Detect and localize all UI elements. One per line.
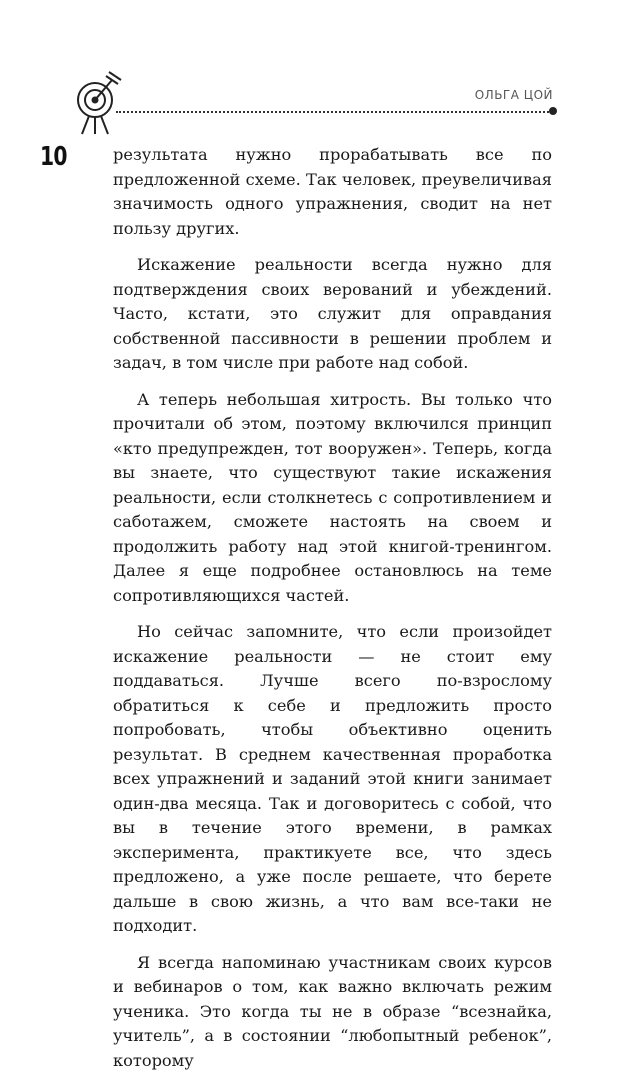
paragraph-3: А теперь небольшая хитрость. Вы только что прочитали об этом, поэтому включился принцип «кто предупрежден, тот вооружен». Теперь, когда вы знаете, что существуют такие искажения реальности, если столкнетесь с сопротивлением и саботажем, сможете настоять на своем и продолжить работу над этой книгой-тренингом. Далее я еще подробнее остановлюсь на теме сопротивляющихся частей.: [113, 388, 552, 609]
target-arrow-icon: [68, 68, 124, 136]
header-dotted-rule: [116, 111, 552, 113]
paragraph-2: Искажение реальности всегда нужно для подтверждения своих верований и убеждений. Часто, кстати, это служит для оправдания собственной пассивности в решении проблем и задач, в том числе при работе над собой.: [113, 253, 552, 376]
header-rule-end-dot: [549, 107, 557, 115]
running-head-author: ОЛЬГА ЦОЙ: [475, 88, 553, 102]
paragraph-5: Я всегда напоминаю участникам своих курсов и вебинаров о том, как важно включать режим ученика. Это когда ты не в образе “всезнайка, учитель”, а в состоянии “любопытный ребенок”, которому: [113, 951, 552, 1073]
body-text: [113, 143, 552, 1073]
paragraph-4: Но сейчас запомните, что если произойдет искажение реальности — не стоит ему поддаваться. Лучше всего по-взрослому обратиться к себе и предложить просто попробовать, чтобы объективно оценить результат. В среднем качественная проработка всех упражнений и заданий этой книги занимает один-два месяца. Так и договоритесь с собой, что вы в течение этого времени, в рамках эксперимента, практикуете все, что здесь предложено, а уже после решаете, что берете дальше в свою жизнь, а что вам все-таки не подходит.: [113, 620, 552, 939]
page-number: 10: [40, 142, 67, 172]
paragraph-1: результата нужно прорабатывать все по предложенной схеме. Так человек, преувеличивая значимость одного упражнения, сводит на нет пользу других.: [113, 143, 552, 241]
